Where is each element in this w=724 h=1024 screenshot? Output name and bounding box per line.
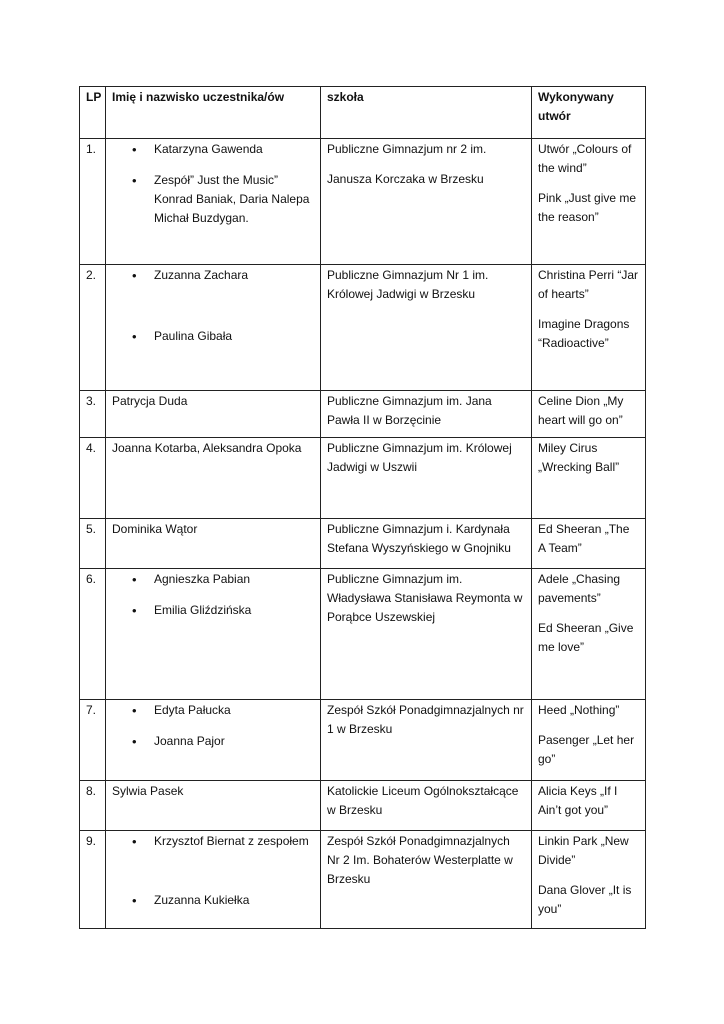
song-entry: Pink „Just give me the reason” [538,191,637,224]
table-row [80,569,646,700]
list-item: • Zuzanna Zachara [112,266,314,285]
song-entry: Pasenger „Let her go” [538,733,635,766]
song-entry: Heed „Nothing” [538,703,620,717]
song-entry: Miley Cirus „Wrecking Ball” [538,441,620,474]
school-cell [321,265,532,391]
table-row [80,391,646,438]
school-cell: Publiczne Gimnazjum im. Królowej Jadwigi w Uszwii [321,438,532,519]
row-number: 1. [80,139,106,265]
row-number: 5. [80,519,106,569]
table-row [80,139,646,265]
song-cell [532,139,646,265]
participant-cell [106,569,321,700]
participant-list [112,570,314,620]
song-entry: Linkin Park „New Divide” [538,834,629,867]
list-item: • Paulina Gibała [112,327,314,346]
row-number: 7. [80,700,106,781]
participant-cell: Sylwia Pasek [106,781,321,831]
school-cell: Zespół Szkół Ponadgimnazjalnych nr 1 w Brzesku [321,700,532,781]
list-item: • Joanna Pajor [112,732,314,751]
song-cell [532,519,646,569]
table-row [80,519,646,569]
song-entry: Celine Dion „My heart will go on” [538,394,624,427]
song-cell [532,831,646,929]
list-item: • Katarzyna Gawenda [112,140,314,159]
school-cell: Publiczne Gimnazjum im. Jana Pawła II w Borzęcinie [321,391,532,438]
row-number: 4. [80,438,106,519]
school-line: Publiczne Gimnazjum Nr 1 im. Królowej Jadwigi w Brzesku [327,268,489,301]
participant-cell [106,139,321,265]
school-cell: Zespół Szkół Ponadgimnazjalnych Nr 2 Im. Bohaterów Westerplatte w Brzesku [321,831,532,929]
list-item: • Zespół” Just the Music” Konrad Baniak, Daria Nalepa Michał Buzdygan. [112,171,314,228]
table-row [80,438,646,519]
table-row [80,831,646,929]
school-cell: Publiczne Gimnazjum im. Władysława Stanisława Reymonta w Porąbce Uszewskiej [321,569,532,700]
participant-cell [106,265,321,391]
table-row [80,781,646,831]
list-item: • Zuzanna Kukiełka [112,891,314,910]
song-entry: Imagine Dragons “Radioactive” [538,317,630,350]
song-entry: Dana Glover „It is you” [538,883,632,916]
song-entry: Ed Sheeran „The A Team” [538,522,630,555]
participant-cell [106,831,321,929]
participant-list [112,832,314,910]
song-entry: Alicia Keys „If I Ain’t got you” [538,784,618,817]
row-number: 8. [80,781,106,831]
song-cell [532,700,646,781]
list-item: • Emilia Gliździńska [112,601,314,620]
row-number: 6. [80,569,106,700]
participants-table [79,86,646,929]
school-line: Janusza Korczaka w Brzesku [327,172,484,186]
list-item: • Krzysztof Biernat z zespołem [112,832,314,851]
row-number: 2. [80,265,106,391]
header-school: szkoła [321,87,532,139]
participant-list [112,701,314,751]
song-entry: Utwór „Colours of the wind” [538,142,632,175]
school-cell: Katolickie Liceum Ogólnokształcące w Brzesku [321,781,532,831]
school-line: Publiczne Gimnazjum nr 2 im. [327,142,487,156]
song-entry: Ed Sheeran „Give me love” [538,621,634,654]
participant-list [112,266,314,346]
song-cell [532,265,646,391]
song-cell [532,569,646,700]
song-cell [532,391,646,438]
header-lp: LP [80,87,106,139]
table-row [80,265,646,391]
list-item: • Agnieszka Pabian [112,570,314,589]
list-item: • Edyta Pałucka [112,701,314,720]
participant-cell: Dominika Wątor [106,519,321,569]
row-number: 3. [80,391,106,438]
school-cell: Publiczne Gimnazjum i. Kardynała Stefana Wyszyńskiego w Gnojniku [321,519,532,569]
row-number: 9. [80,831,106,929]
song-cell [532,781,646,831]
song-entry: Christina Perri “Jar of hearts” [538,268,639,301]
participant-list [112,140,314,228]
table-row [80,700,646,781]
school-cell [321,139,532,265]
song-cell [532,438,646,519]
header-name: Imię i nazwisko uczestnika/ów [106,87,321,139]
participant-cell: Patrycja Duda [106,391,321,438]
participant-cell: Joanna Kotarba, Aleksandra Opoka [106,438,321,519]
song-entry: Adele „Chasing pavements” [538,572,621,605]
header-song: Wykonywany utwór [532,87,646,139]
table-header-row [80,87,646,139]
participant-cell [106,700,321,781]
